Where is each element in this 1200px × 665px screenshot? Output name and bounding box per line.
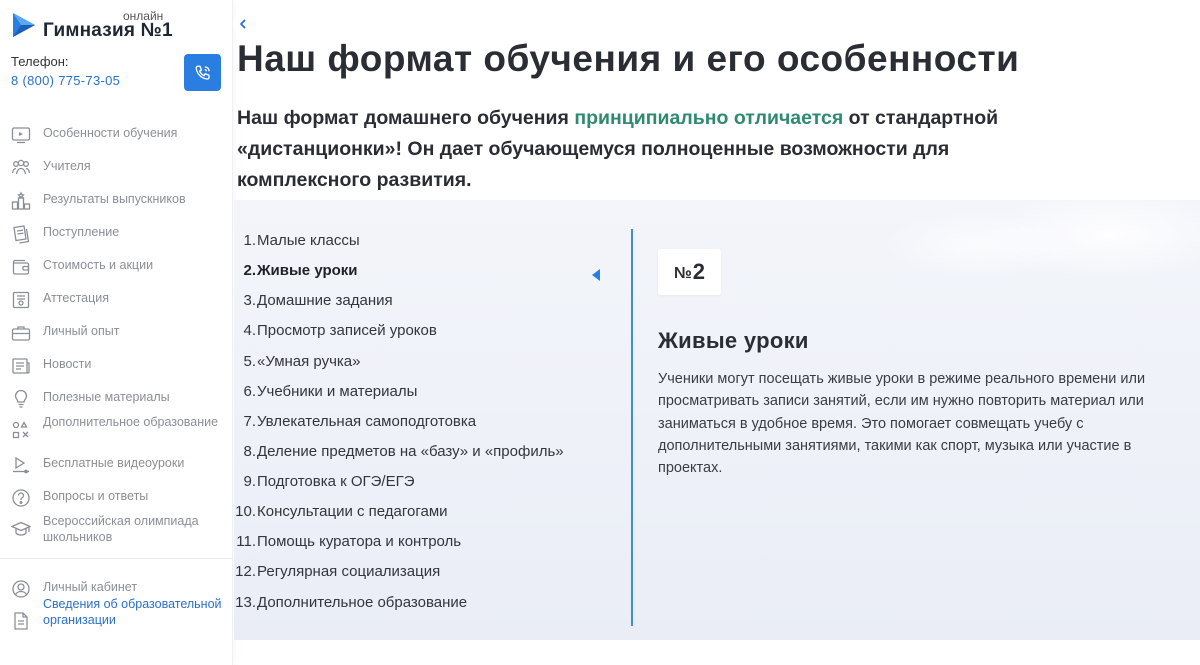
active-item-marker-icon	[591, 268, 601, 282]
wallet-icon	[11, 257, 31, 277]
feature-list-item[interactable]	[234, 443, 624, 467]
feature-number: 11.	[236, 533, 256, 550]
intro-accent: принципиально отличается	[574, 107, 844, 129]
feature-number: 3.	[243, 292, 256, 309]
badge-prefix: №	[673, 265, 692, 282]
feature-label: Учебники и материалы	[257, 383, 418, 400]
feature-list-item[interactable]	[234, 503, 624, 527]
badge-number: 2	[692, 259, 706, 284]
feature-list-item[interactable]	[234, 232, 624, 256]
intro-text-part: от стандартной «дистанционки»! Он дает обучающемуся полноценные возможности для комплексного развития.	[237, 107, 999, 191]
call-button[interactable]	[184, 54, 221, 91]
feature-list-item[interactable]	[234, 383, 624, 407]
phone-label: Телефон:	[11, 54, 69, 69]
feature-detail-text: Ученики могут посещать живые уроки в режиме реального времени или просматривать записи занятий, если им нужно повторить материал или заниматься в удобное время. Это помогает совмещать учебу с дополнительными занятиями, такими как спорт, музыка или участие в проектах.	[658, 371, 1146, 477]
feature-detail-title: Живые уроки	[658, 328, 809, 353]
sidebar-item-label: Личный опыт	[43, 324, 120, 338]
feature-label: Консультации с педагогами	[257, 503, 448, 520]
podium-icon	[11, 191, 31, 211]
feature-list-item[interactable]	[234, 413, 624, 437]
feature-number-badge	[658, 249, 721, 295]
intro-text-part: Наш формат домашнего обучения	[237, 107, 575, 129]
sidebar	[0, 0, 233, 665]
feature-list-item[interactable]	[234, 322, 624, 346]
feature-label: Увлекательная самоподготовка	[257, 413, 477, 430]
briefcase-icon	[11, 323, 31, 343]
main-content	[234, 0, 1200, 665]
phone-number-link[interactable]: 8 (800) 775-73-05	[11, 73, 121, 88]
feature-label: Дополнительное образование	[257, 594, 468, 611]
feature-label: Помощь куратора и контроль	[257, 533, 462, 550]
feature-list-item[interactable]	[234, 594, 624, 618]
feature-number: 9.	[243, 473, 256, 490]
feature-label: Подготовка к ОГЭ/ЕГЭ	[257, 473, 415, 490]
sidebar-item-label: Бесплатные видеоуроки	[43, 456, 185, 470]
features-panel	[234, 200, 1200, 640]
sidebar-item-label: Личный кабинет	[43, 580, 138, 594]
feature-number: 12.	[235, 563, 256, 580]
feature-list-item[interactable]	[234, 353, 624, 377]
sidebar-item-label: Сведения об образовательной организации	[43, 597, 222, 627]
logo-name: Гимназия №1	[43, 20, 173, 41]
teachers-icon	[11, 158, 31, 178]
sidebar-item-label: Аттестация	[43, 291, 110, 305]
sidebar-item-label: Дополнительное образование	[43, 415, 219, 429]
feature-list-item-active[interactable]	[234, 262, 624, 286]
sidebar-divider	[0, 558, 233, 559]
sidebar-item-label: Новости	[43, 357, 92, 371]
intro-text	[237, 103, 1017, 196]
sidebar-item-label: Особенности обучения	[43, 126, 178, 140]
feature-list-item[interactable]	[234, 292, 624, 316]
feature-label: Регулярная социализация	[257, 563, 441, 580]
feature-number: 1.	[243, 232, 256, 249]
background-cloud	[880, 210, 1080, 280]
feature-number: 6.	[243, 383, 256, 400]
feature-number: 8.	[243, 443, 256, 460]
list-divider-line	[631, 229, 633, 626]
feature-list-item[interactable]	[234, 533, 624, 557]
page-title: Наш формат обучения и его особенности	[237, 38, 1020, 79]
sidebar-item-label: Вопросы и ответы	[43, 489, 149, 503]
feature-number: 2.	[243, 262, 256, 279]
documents-icon	[11, 224, 31, 244]
feature-label: Домашние задания	[257, 292, 393, 309]
feature-list-item[interactable]	[234, 473, 624, 497]
sidebar-item-label: Учителя	[43, 159, 91, 173]
sidebar-item-label: Всероссийская олимпиада школьников	[43, 514, 199, 544]
shapes-icon	[11, 420, 31, 440]
feature-label: Малые классы	[257, 232, 360, 249]
user-icon	[11, 579, 31, 599]
feature-number: 4.	[243, 322, 256, 339]
feature-label: «Умная ручка»	[257, 353, 361, 370]
sidebar-item-label: Поступление	[43, 225, 120, 239]
feature-label: Деление предметов на «базу» и «профиль»	[257, 443, 564, 460]
news-icon	[11, 356, 31, 376]
logo-play-icon	[10, 11, 38, 39]
phone-icon	[194, 64, 212, 82]
video-lesson-icon	[11, 455, 31, 475]
graduation-cap-icon	[11, 519, 31, 539]
feature-label: Просмотр записей уроков	[257, 322, 437, 339]
sidebar-item-label: Результаты выпускников	[43, 192, 186, 206]
monitor-play-icon	[11, 125, 31, 145]
feature-number: 10.	[235, 503, 256, 520]
logo[interactable]	[10, 8, 173, 44]
feature-number: 5.	[243, 353, 256, 370]
sidebar-item-label: Полезные материалы	[43, 390, 170, 404]
feature-number: 13.	[235, 594, 256, 611]
question-icon	[11, 488, 31, 508]
logo-online-label: онлайн	[123, 9, 164, 23]
feature-number: 7.	[243, 413, 256, 430]
feature-list-item[interactable]	[234, 563, 624, 587]
lightbulb-icon	[11, 389, 31, 409]
feature-label: Живые уроки	[257, 262, 358, 279]
sidebar-item-label: Стоимость и акции	[43, 258, 154, 272]
document-icon	[11, 611, 31, 631]
certificate-icon	[11, 290, 31, 310]
